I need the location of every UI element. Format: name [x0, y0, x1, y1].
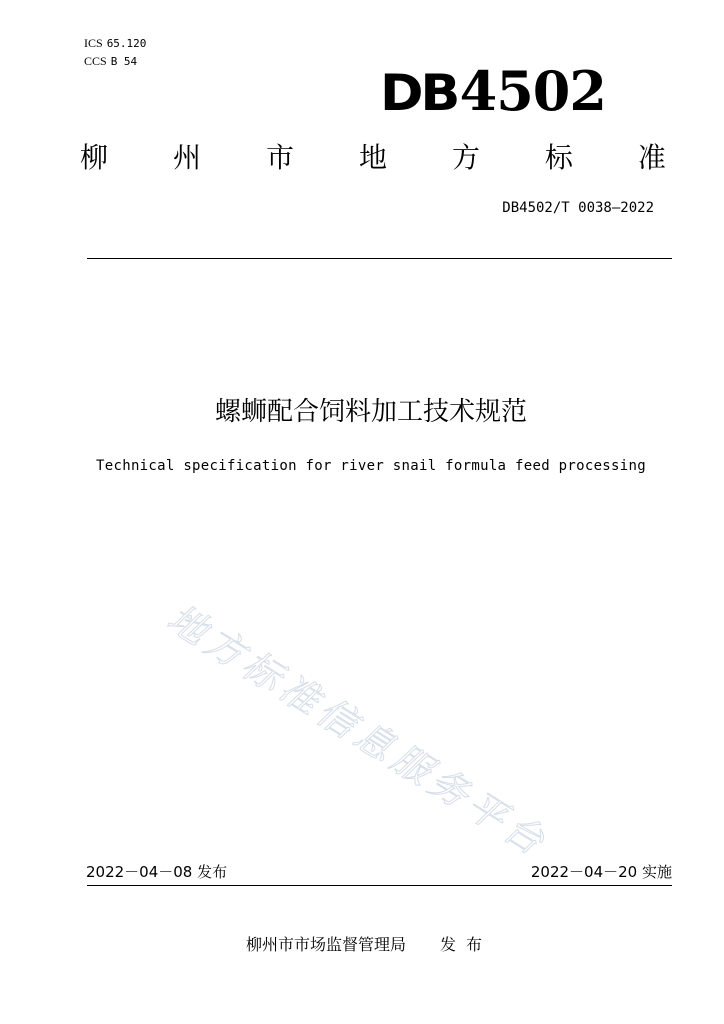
- standard-type-heading: [80, 138, 666, 178]
- standard-type-char: 标: [544, 141, 573, 174]
- title-english: Technical specification for river snail formula feed processing: [96, 458, 646, 474]
- standard-type-char: 方: [451, 141, 480, 174]
- standard-type-char: 市: [265, 141, 294, 174]
- logo-prefix: DB: [380, 64, 458, 122]
- ccs-classification: [84, 54, 137, 69]
- issuer-name: 柳州市市场监督管理局: [246, 935, 407, 954]
- standard-number: DB4502/T 0038—2022: [502, 200, 654, 216]
- ccs-label: CCS: [84, 54, 107, 68]
- standard-type-char: 柳: [80, 141, 109, 174]
- standard-type-char: 准: [637, 141, 666, 174]
- top-divider: [87, 258, 672, 259]
- title-chinese: 螺蛳配合饲料加工技术规范: [214, 397, 527, 427]
- implementation-date: 2022－04－20 实施: [530, 863, 672, 881]
- issuer-line: [246, 934, 492, 956]
- ics-classification: [84, 36, 146, 51]
- ics-label: ICS: [84, 36, 103, 50]
- watermark: 地方标准信息服务平台: [159, 595, 557, 867]
- standard-type-char: 州: [172, 141, 201, 174]
- issue-date: 2022－04－08 发布: [86, 863, 228, 881]
- logo-code: 4502: [459, 59, 606, 123]
- standard-logo: [380, 59, 620, 123]
- bottom-divider: [87, 885, 672, 886]
- issuer-action: 发布: [440, 935, 493, 954]
- ics-code: 65.120: [106, 37, 147, 50]
- standard-type-char: 地: [358, 141, 387, 174]
- ccs-code: B 54: [110, 55, 138, 68]
